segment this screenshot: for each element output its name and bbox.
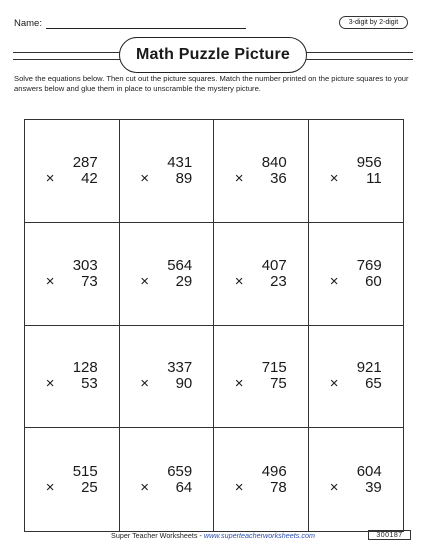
multiplication-problem [235,155,287,187]
times-sign: × [45,478,55,496]
multiplication-problem [140,258,192,290]
multiplicand: 769 [356,256,382,274]
multiplication-problem [140,155,192,187]
multiplication-problem [46,155,98,187]
problem-cell [309,428,404,531]
worksheet-code: 300187 [368,530,411,540]
multiplier: 78 [270,478,287,496]
multiplier: 65 [365,375,382,393]
multiplier: 53 [81,375,98,393]
multiplier: 23 [270,272,287,290]
multiplier: 89 [175,169,193,187]
multiplication-problem [235,360,287,392]
problem-cell [214,326,309,429]
times-sign: × [234,272,244,290]
problem-cell [25,223,120,326]
multiplier: 36 [270,169,287,187]
multiplicand: 564 [167,256,193,274]
multiplicand: 431 [167,153,193,171]
multiplication-problem [330,155,382,187]
times-sign: × [140,169,150,187]
footer-brand: Super Teacher Worksheets [111,531,198,540]
name-blank-line[interactable] [46,18,246,29]
problem-cell [120,120,215,223]
problem-cell [120,428,215,531]
footer [0,531,426,540]
multiplier: 90 [175,375,193,393]
problem-cell [309,326,404,429]
times-sign: × [329,169,339,187]
problem-cell [120,326,215,429]
multiplicand: 128 [72,359,98,377]
problem-cell [25,428,120,531]
times-sign: × [45,375,55,393]
multiplication-problem [330,258,382,290]
times-sign: × [45,169,55,187]
multiplicand: 407 [261,256,287,274]
multiplier: 39 [365,478,382,496]
multiplicand: 496 [261,462,287,480]
multiplier: 11 [366,169,382,187]
times-sign: × [140,478,150,496]
multiplier: 25 [81,478,98,496]
multiplicand: 337 [167,359,193,377]
problem-cell [25,326,120,429]
problem-grid [24,119,404,532]
multiplier: 42 [81,169,98,187]
multiplicand: 715 [261,359,287,377]
times-sign: × [45,272,55,290]
multiplication-problem [330,464,382,496]
times-sign: × [234,169,244,187]
problem-cell [214,428,309,531]
multiplicand: 515 [72,462,98,480]
multiplication-problem [235,464,287,496]
multiplication-problem [330,360,382,392]
multiplication-problem [46,464,98,496]
multiplicand: 287 [72,153,98,171]
multiplication-problem [46,258,98,290]
times-sign: × [329,375,339,393]
page-title: Math Puzzle Picture [119,37,307,73]
name-label: Name: [14,18,42,29]
times-sign: × [329,272,339,290]
problem-cell [309,223,404,326]
problem-cell [25,120,120,223]
multiplicand: 956 [356,153,382,171]
multiplier: 64 [175,478,193,496]
multiplier: 73 [81,272,98,290]
level-badge: 3-digit by 2-digit [339,16,408,29]
multiplicand: 921 [356,359,382,377]
multiplication-problem [46,360,98,392]
times-sign: × [234,478,244,496]
footer-url-link[interactable]: www.superteacherworksheets.com [203,531,315,540]
times-sign: × [329,478,339,496]
times-sign: × [140,272,150,290]
times-sign: × [140,375,150,393]
multiplication-problem [140,360,192,392]
instructions-text: Solve the equations below. Then cut out the picture squares. Match the number printed on the picture squares to your answers below and glue them in place to unscramble the mystery picture. [14,74,409,94]
problem-cell [120,223,215,326]
multiplier: 29 [175,272,193,290]
problem-cell [214,120,309,223]
multiplier: 60 [365,272,382,290]
problem-cell [214,223,309,326]
multiplicand: 659 [167,462,193,480]
multiplicand: 303 [72,256,98,274]
multiplication-problem [235,258,287,290]
multiplicand: 604 [356,462,382,480]
multiplicand: 840 [261,153,287,171]
multiplication-problem [140,464,192,496]
name-field-row [14,18,246,29]
multiplier: 75 [270,375,287,393]
times-sign: × [234,375,244,393]
footer-separator: - [197,531,204,540]
problem-cell [309,120,404,223]
